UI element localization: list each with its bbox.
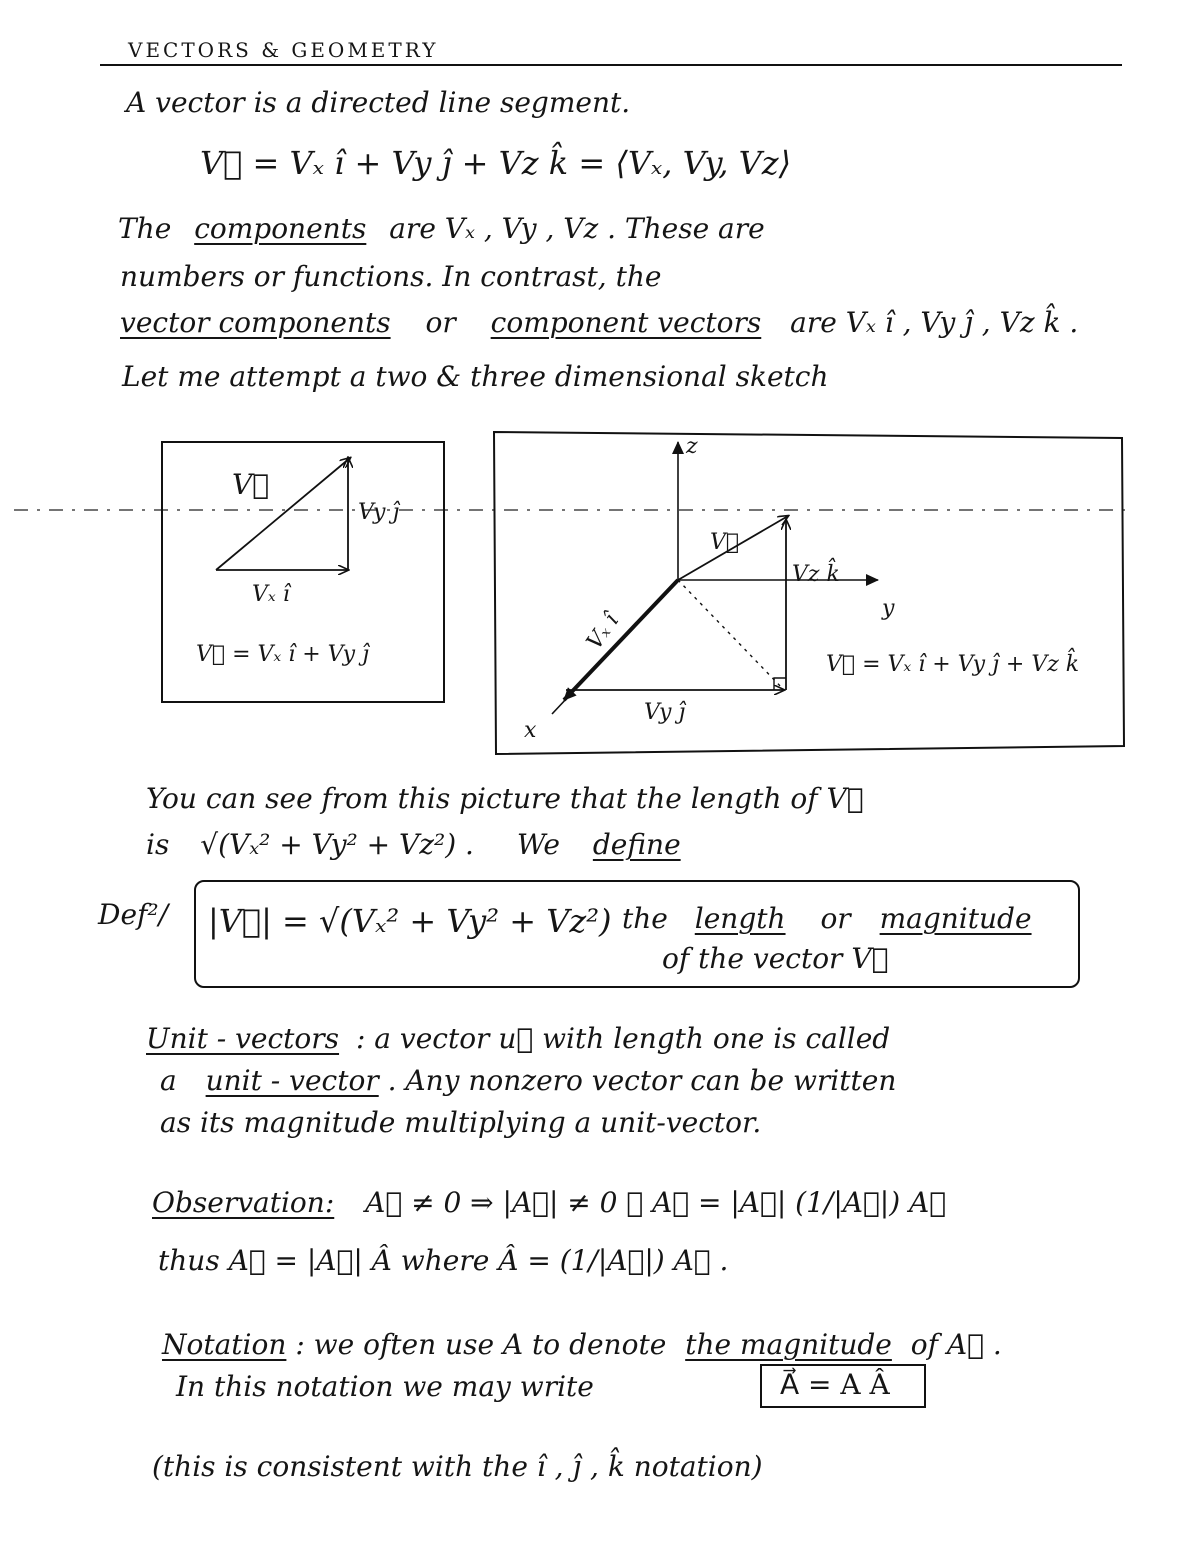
definition-magnitude-term: magnitude [879, 902, 1032, 935]
sketch2d-vx-label: Vₓ î [252, 582, 290, 607]
header-title: VECTORS & GEOMETRY [128, 38, 439, 62]
definition-formula: |V⃗| = √(Vₓ² + Vy² + Vz²) [208, 902, 612, 940]
header-rule [100, 64, 1122, 66]
components-post: are Vₓ , Vy , Vz . These are [389, 212, 765, 245]
sketch-3d-frame [494, 432, 1124, 754]
definition-desc-line-1 [622, 902, 1032, 935]
length-sqrt: √(Vₓ² + Vy² + Vz²) . [200, 828, 474, 861]
sketch-3d [490, 428, 1130, 758]
components-pre: The [118, 212, 172, 245]
notation-magnitude-term: the magnitude [685, 1328, 892, 1361]
sketch-intro: Let me attempt a two & three dimensional sketch [122, 360, 829, 393]
unit-vectors-line2-text: . Any nonzero vector can be written [387, 1064, 897, 1097]
length-is: is [146, 828, 170, 861]
sketch3d-v-label: V⃗ [710, 530, 740, 555]
observation-line1-text: A⃗ ≠ 0 ⇒ |A⃗| ≠ 0 ∴ A⃗ = |A⃗| (1/|A⃗|) A⃗ [365, 1186, 947, 1219]
length-we: We [516, 828, 560, 861]
vector-components-term: vector components [120, 306, 391, 339]
observation-line-2: thus A⃗ = |A⃗| Â where Â = (1/|A⃗|) A⃗ . [158, 1244, 729, 1277]
notation-term: Notation [162, 1328, 287, 1361]
notation-line-1 [162, 1328, 1002, 1361]
definition-label: Def²/ [98, 898, 169, 931]
unit-vectors-a: a [160, 1064, 177, 1097]
notation-line1-pre: : we often use A to denote [295, 1328, 667, 1361]
unit-vectors-line-1 [146, 1022, 890, 1055]
right-angle-mark [774, 678, 786, 690]
closing-note: (this is consistent with the î , ĵ , k̂ notation) [152, 1450, 763, 1483]
intro-line: A vector is a directed line segment. [126, 86, 631, 119]
sketch3d-vx-label: Vₓ î [582, 609, 625, 655]
projection-dotted [678, 580, 784, 690]
notation-boxed-equation: A⃗ = A Â [780, 1368, 890, 1401]
sketch2d-vy-label: Vy ĵ [358, 500, 400, 525]
define-term: define [592, 828, 681, 861]
definition-or: or [820, 902, 851, 935]
components-line-3 [120, 306, 1078, 339]
components-line3-post: are Vₓ î , Vy ĵ , Vz k̂ . [790, 306, 1079, 339]
definition-length-term: length [694, 902, 786, 935]
sketch3d-z-label: z [686, 434, 698, 459]
sketch2d-v-label: V⃗ [232, 468, 270, 501]
sketch3d-vy-label: Vy ĵ [644, 700, 686, 725]
observation-line-1 [152, 1186, 946, 1219]
component-vectors-term: component vectors [490, 306, 762, 339]
notation-line1-post: of A⃗ . [910, 1328, 1002, 1361]
length-line-1: You can see from this picture that the length of V⃗ [146, 782, 864, 815]
notation-line-2: In this notation we may write [176, 1370, 594, 1403]
unit-vectors-term: Unit - vectors [146, 1022, 340, 1055]
unit-vectors-line-2 [160, 1064, 896, 1097]
components-or: or [425, 306, 456, 339]
components-line-1 [118, 212, 765, 245]
sketch2d-formula: V⃗ = Vₓ î + Vy ĵ [196, 642, 369, 667]
length-line-2 [146, 828, 681, 861]
observation-term: Observation: [152, 1186, 335, 1219]
vector-equation: V⃗ = Vₓ î + Vy ĵ + Vz k̂ = ⟨Vₓ, Vy, Vz⟩ [200, 144, 792, 182]
sketch3d-vz-label: Vz k̂ [792, 562, 840, 587]
definition-the: the [622, 902, 668, 935]
components-line-2: numbers or functions. In contrast, the [120, 260, 662, 293]
sketch3d-x-label: x [524, 718, 537, 743]
sketch3d-formula: V⃗ = Vₓ î + Vy ĵ + Vz k̂ [826, 652, 1080, 677]
unit-vector-term: unit - vector [205, 1064, 379, 1097]
sketch3d-y-label: y [882, 596, 895, 621]
components-term: components [194, 212, 367, 245]
definition-desc-line-2: of the vector V⃗ [662, 942, 889, 975]
unit-vectors-line1-text: : a vector u⃗ with length one is called [355, 1022, 891, 1055]
unit-vectors-line-3: as its magnitude multiplying a unit-vector. [160, 1106, 762, 1139]
